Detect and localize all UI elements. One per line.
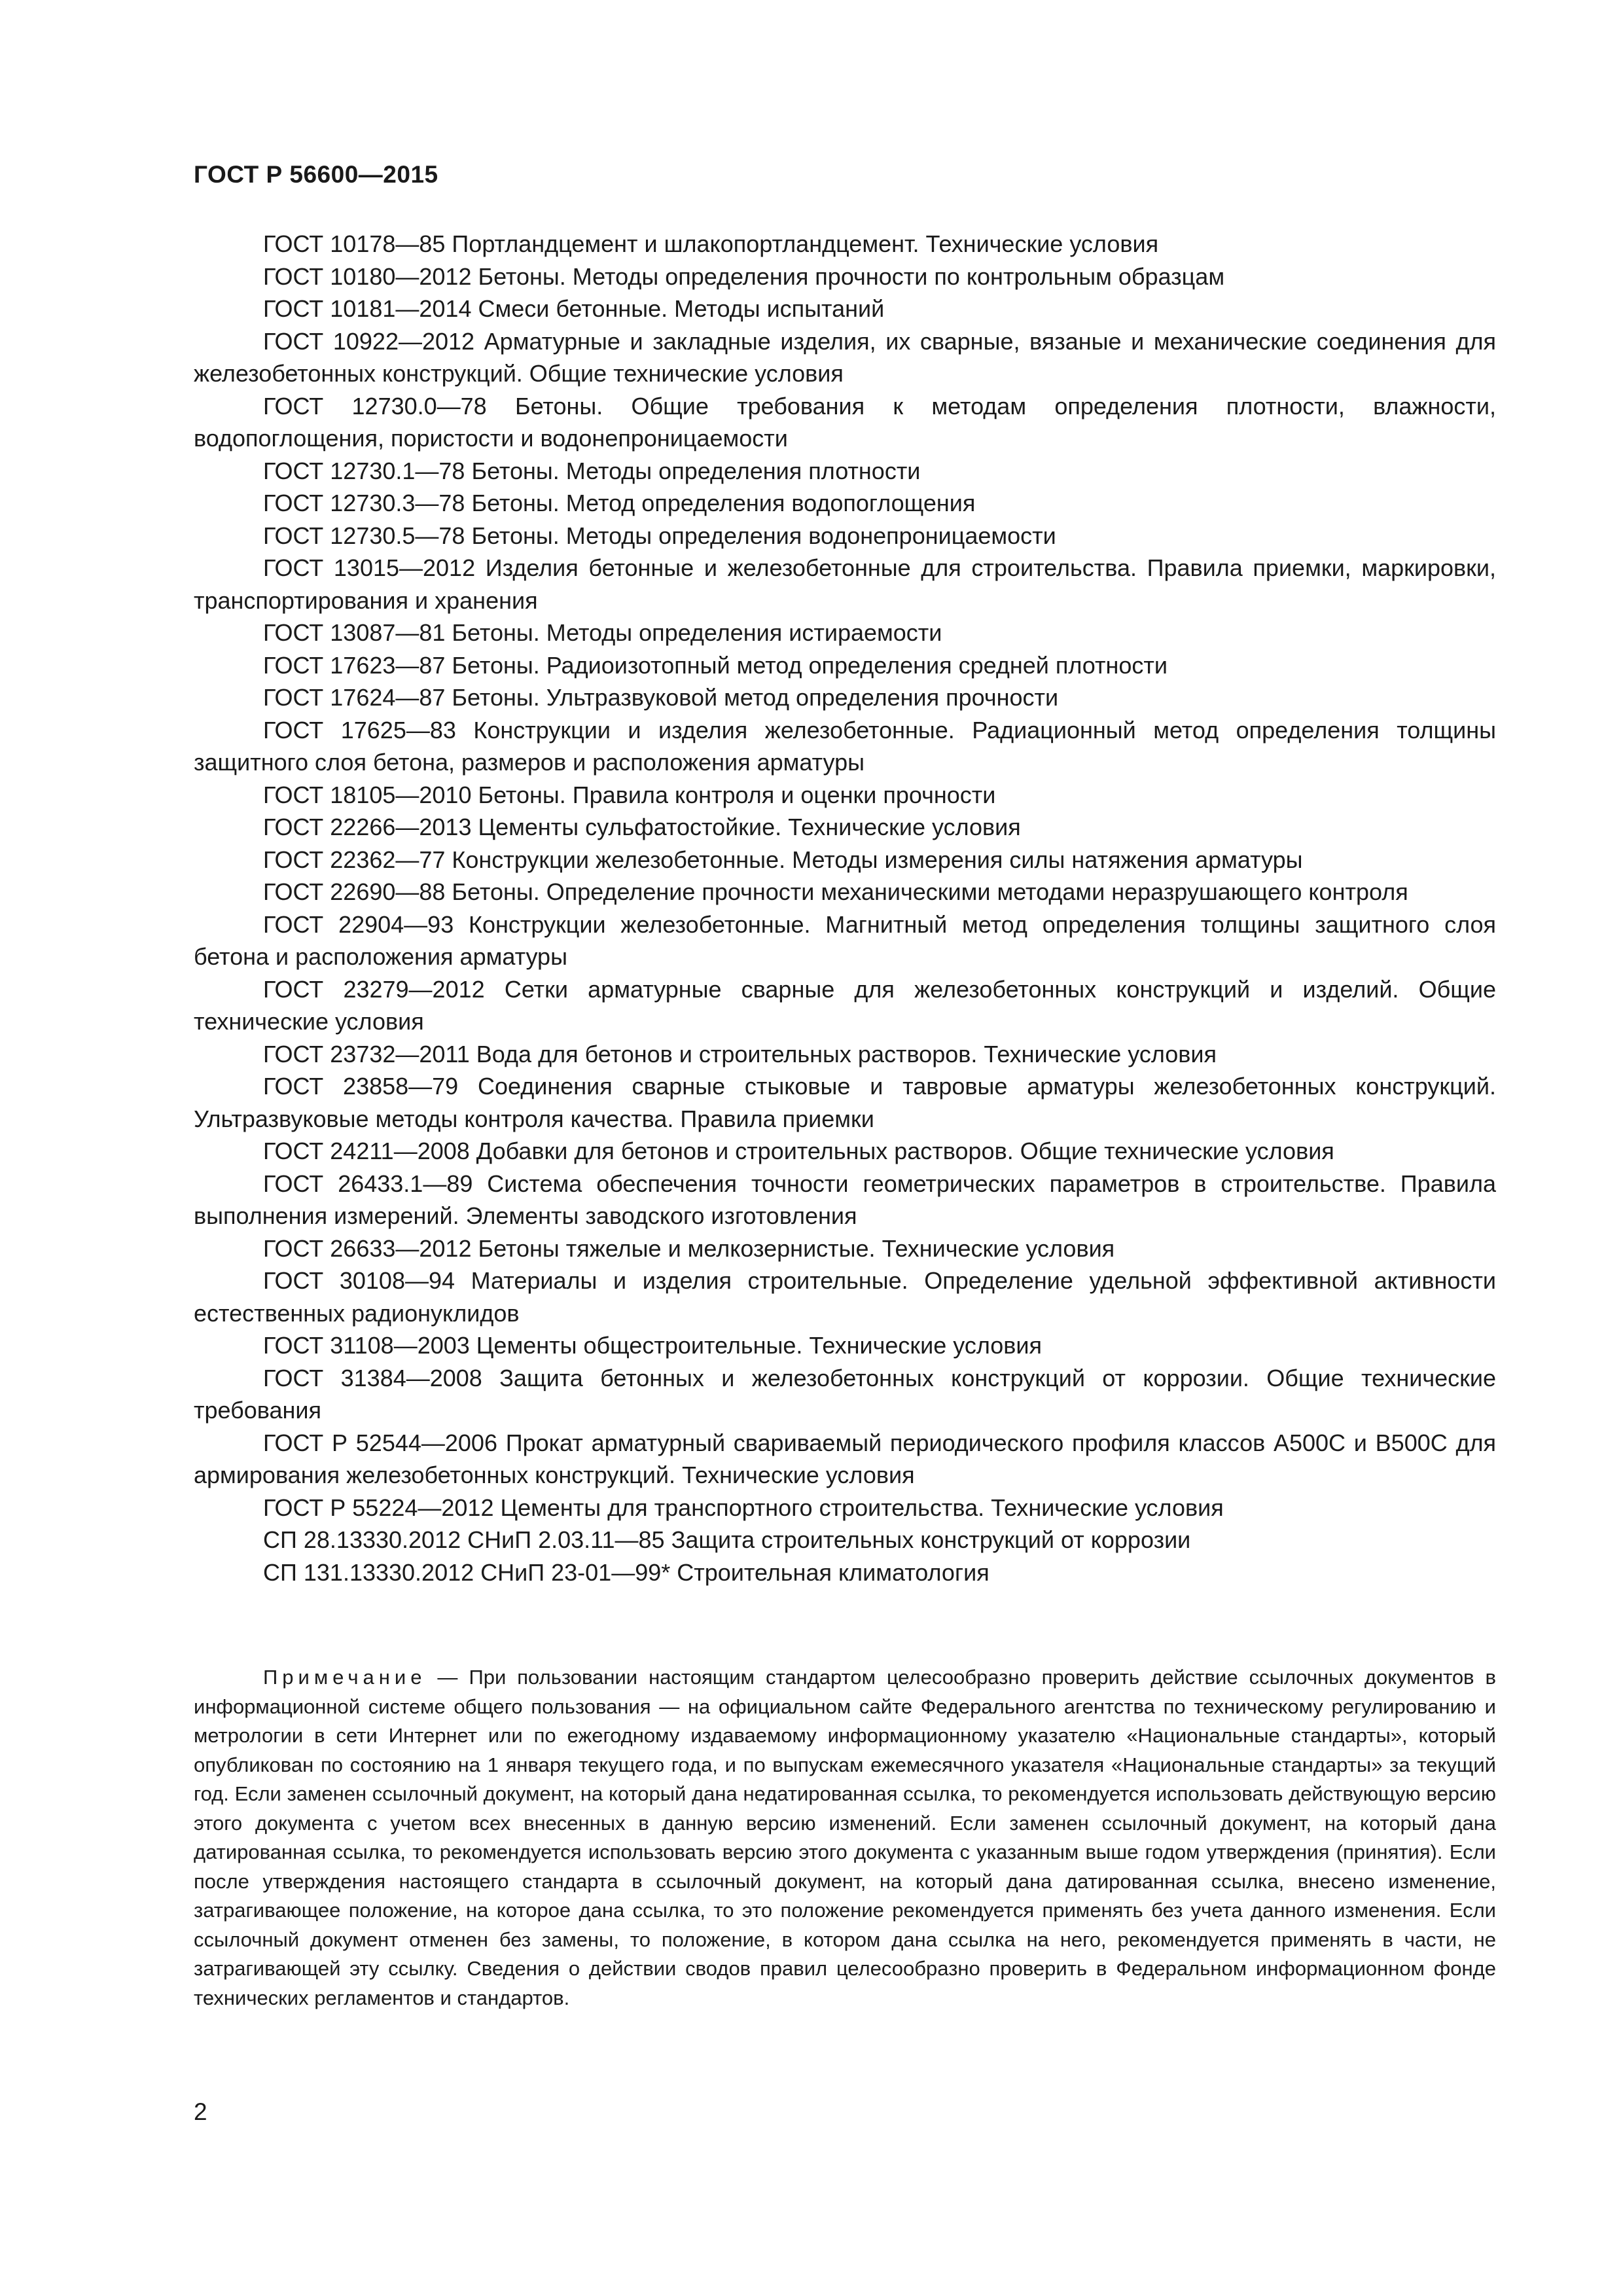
reference-item: ГОСТ 10178—85 Портландцемент и шлакопортландцемент. Технические условия <box>263 230 1159 257</box>
note-text: При пользовании настоящим стандартом целесообразно проверить действие ссылочных документов в информационной системе общего пользования — на официальном сайте Федерального агентства по техническому регулированию и метрологии в сети Интернет или по ежегодному издаваемому информационному указателю «Национальные стандарты», который опубликован по состоянию на 1 января текущего года, и по выпускам ежемесячного указателя «Национальные стандарты» за текущий год. Если заменен ссылочный документ, на который дана недатированная ссылка, то рекомендуется использовать действующую версию этого документа с учетом всех внесенных в данную версию изменений. Если заменен ссылочный документ, на который дана датированная ссылка, то рекомендуется использовать версию этого документа с указанным выше годом утверждения (принятия). Если после утверждения настоящего стандарта в ссылочный документ, на который дана датированная ссылка, внесено изменение, затрагивающее положение, на которое дана ссылка, то это положение рекомендуется применять без учета данного изменения. Если ссылочный документ отменен без замены, то положение, в котором дана ссылка на него, рекомендуется применять в части, не затрагивающей эту ссылку. Сведения о действии сводов правил целесообразно проверить в Федеральном информационном фонде технических регламентов и стандартов. <box>194 1666 1496 2009</box>
reference-item: ГОСТ 26633—2012 Бетоны тяжелые и мелкозернистые. Технические условия <box>263 1234 1115 1262</box>
reference-item: ГОСТ 10922—2012 Арматурные и закладные изделия, их сварные, вязаные и механические соединения для железобетонных конструкций. Общие технические условия <box>194 327 1496 387</box>
reference-item: ГОСТ 17624—87 Бетоны. Ультразвуковой метод определения прочности <box>263 684 1059 711</box>
reference-item: ГОСТ 13015—2012 Изделия бетонные и железобетонные для строительства. Правила приемки, маркировки, транспортирования и хранения <box>194 554 1496 614</box>
reference-item: ГОСТ 17623—87 Бетоны. Радиоизотопный метод определения средней плотности <box>263 651 1168 679</box>
page-number: 2 <box>194 2098 207 2125</box>
reference-item: ГОСТ 31108—2003 Цементы общестроительные. Технические условия <box>263 1332 1043 1359</box>
note-dash: — <box>426 1666 469 1689</box>
reference-item: ГОСТ 23732—2011 Вода для бетонов и строительных растворов. Технические условия <box>263 1040 1217 1067</box>
reference-item: ГОСТ 10180—2012 Бетоны. Методы определения прочности по контрольным образцам <box>263 262 1225 290</box>
reference-item: ГОСТ 12730.1—78 Бетоны. Методы определения плотности <box>263 457 921 484</box>
reference-item: ГОСТ 30108—94 Материалы и изделия строительные. Определение удельной эффективной активности естественных радионуклидов <box>194 1267 1496 1327</box>
reference-item: ГОСТ 22362—77 Конструкции железобетонные. Методы измерения силы натяжения арматуры <box>263 846 1303 873</box>
note-label: Примечание <box>263 1666 427 1689</box>
reference-item: ГОСТ 10181—2014 Смеси бетонные. Методы испытаний <box>263 295 885 322</box>
reference-item: ГОСТ 24211—2008 Добавки для бетонов и строительных растворов. Общие технические условия <box>263 1138 1334 1164</box>
reference-item: ГОСТ Р 52544—2006 Прокат арматурный свариваемый периодического профиля классов А500С и В500С для армирования железобетонных конструкций. Технические условия <box>194 1429 1496 1488</box>
reference-item: ГОСТ 13087—81 Бетоны. Методы определения истираемости <box>263 619 942 646</box>
reference-item: ГОСТ Р 55224—2012 Цементы для транспортного строительства. Технические условия <box>263 1494 1224 1521</box>
reference-item: ГОСТ 22690—88 Бетоны. Определение прочности механическими методами неразрушающего контроля <box>263 878 1408 905</box>
normative-references-list <box>194 228 1496 1588</box>
reference-item: ГОСТ 26433.1—89 Система обеспечения точности геометрических параметров в строительстве. Правила выполнения измерений. Элементы заводского изготовления <box>194 1170 1496 1229</box>
reference-item: СП 131.13330.2012 СНиП 23-01—99* Строительная климатология <box>263 1558 990 1586</box>
reference-item: ГОСТ 12730.3—78 Бетоны. Метод определения водопоглощения <box>263 490 976 516</box>
note-paragraph <box>194 1663 1496 2013</box>
page-header-standard-id: ГОСТ Р 56600—2015 <box>194 161 438 188</box>
reference-item: ГОСТ 22904—93 Конструкции железобетонные. Магнитный метод определения толщины защитного слоя бетона и расположения арматуры <box>194 910 1496 970</box>
reference-item: ГОСТ 18105—2010 Бетоны. Правила контроля и оценки прочности <box>263 781 996 808</box>
reference-item: ГОСТ 22266—2013 Цементы сульфатостойкие. Технические условия <box>263 814 1021 840</box>
reference-item: СП 28.13330.2012 СНиП 2.03.11—85 Защита строительных конструкций от коррозии <box>263 1526 1191 1553</box>
reference-item: ГОСТ 23858—79 Соединения сварные стыковые и тавровые арматуры железобетонных конструкций. Ультразвуковые методы контроля качества. Правила приемки <box>194 1073 1496 1132</box>
reference-item: ГОСТ 12730.0—78 Бетоны. Общие требования к методам определения плотности, влажности, водопоглощения, пористости и водонепроницаемости <box>194 392 1496 452</box>
reference-item: ГОСТ 23279—2012 Сетки арматурные сварные для железобетонных конструкций и изделий. Общие технические условия <box>194 975 1496 1035</box>
reference-item: ГОСТ 12730.5—78 Бетоны. Методы определения водонепроницаемости <box>263 522 1056 549</box>
reference-item: ГОСТ 17625—83 Конструкции и изделия железобетонные. Радиационный метод определения толщины защитного слоя бетона, размеров и расположения арматуры <box>194 716 1496 776</box>
reference-item: ГОСТ 31384—2008 Защита бетонных и железобетонных конструкций от коррозии. Общие технические требования <box>194 1364 1496 1424</box>
